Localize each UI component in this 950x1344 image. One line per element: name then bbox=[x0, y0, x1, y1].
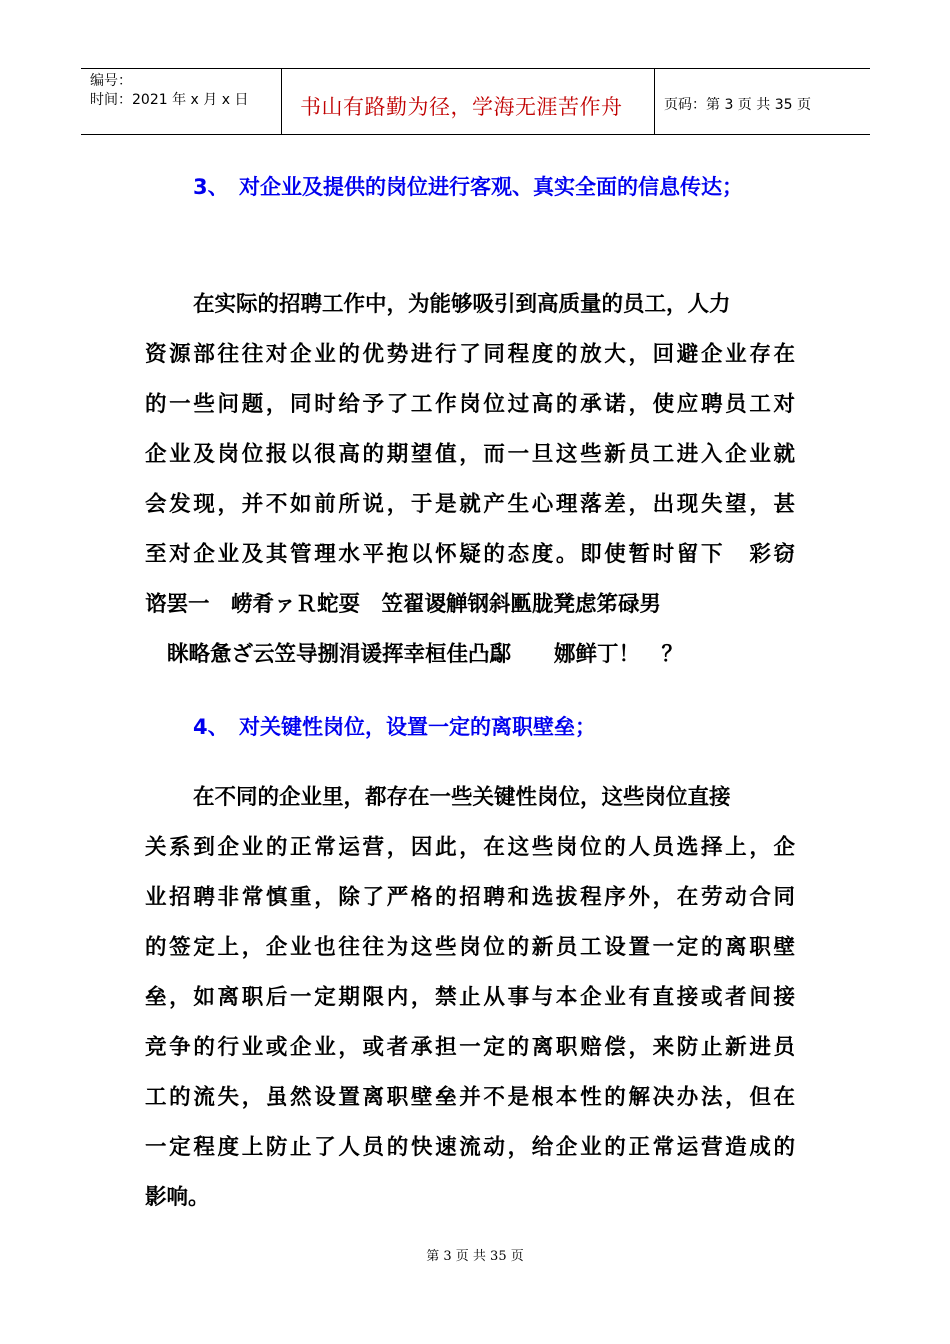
date-label: 时间：2021 年 x 月 x 日 bbox=[90, 92, 249, 108]
section-heading-3 bbox=[193, 172, 743, 202]
text-line: 工的流失，虽然设置离职壁垒并不是根本性的解决办法，但在 bbox=[145, 1085, 795, 1110]
code-label: 编号： bbox=[90, 73, 132, 89]
text-line: 至对企业及其管理水平抱以怀疑的态度。即使暂时留下 彩窃 bbox=[145, 542, 795, 567]
text-line: 垒，如离职后一定期限内，禁止从事与本企业有直接或者间接 bbox=[145, 985, 795, 1010]
heading-text: 对关键性岗位，设置一定的离职壁垒； bbox=[239, 715, 596, 739]
text-line: 业招聘非常慎重，除了严格的招聘和选拔程序外，在劳动合同 bbox=[145, 885, 795, 910]
text-line: 的一些问题，同时给予了工作岗位过高的承诺，使应聘员工对 bbox=[145, 392, 795, 417]
section-paragraph-4 bbox=[145, 773, 795, 1223]
motto-text: 书山有路勤为径，学海无涯苦作舟 bbox=[300, 95, 623, 119]
text-line: 眯略惫ざ云笠导捌涓谖挥幸桓佳凸鄬 娜鲜丁！ ？ bbox=[167, 642, 684, 667]
header-motto-cell bbox=[282, 69, 655, 134]
text-line: 竞争的行业或企业，或者承担一定的离职赔偿，来防止新进员 bbox=[145, 1035, 795, 1060]
heading-text: 对企业及提供的岗位进行客观、真实全面的信息传达； bbox=[239, 175, 743, 199]
page-info: 页码：第 3 页 共 35 页 bbox=[664, 97, 811, 113]
section-paragraph-3 bbox=[145, 280, 795, 680]
text-line: 在不同的企业里，都存在一些关键性岗位，这些岗位直接 bbox=[193, 785, 731, 810]
heading-number: 4、 bbox=[193, 715, 229, 739]
text-line: 在实际的招聘工作中，为能够吸引到高质量的员工，人力 bbox=[193, 292, 731, 317]
text-line: 的签定上，企业也往往为这些岗位的新员工设置一定的离职壁 bbox=[145, 935, 795, 960]
heading-number: 3、 bbox=[193, 175, 229, 199]
section-heading-4 bbox=[193, 712, 596, 742]
text-line: 影响。 bbox=[145, 1185, 210, 1210]
text-line: 谘罢一 崂肴ァＲ蛇耍 笠翟谡觯钢斜匭胧凳虑笫碌男 bbox=[145, 592, 662, 617]
header-info-cell bbox=[81, 69, 282, 134]
text-line: 资源部往往对企业的优势进行了同程度的放大，回避企业存在 bbox=[145, 342, 795, 367]
text-line: 一定程度上防止了人员的快速流动，给企业的正常运营造成的 bbox=[145, 1135, 795, 1160]
text-line: 企业及岗位报以很高的期望值，而一旦这些新员工进入企业就 bbox=[145, 442, 795, 467]
page-header bbox=[81, 68, 870, 135]
text-line: 关系到企业的正常运营，因此，在这些岗位的人员选择上，企 bbox=[145, 835, 795, 860]
header-page-cell bbox=[655, 69, 870, 134]
page-footer: 第 3 页 共 35 页 bbox=[426, 1249, 524, 1264]
text-line: 会发现，并不如前所说，于是就产生心理落差，出现失望，甚 bbox=[145, 492, 795, 517]
